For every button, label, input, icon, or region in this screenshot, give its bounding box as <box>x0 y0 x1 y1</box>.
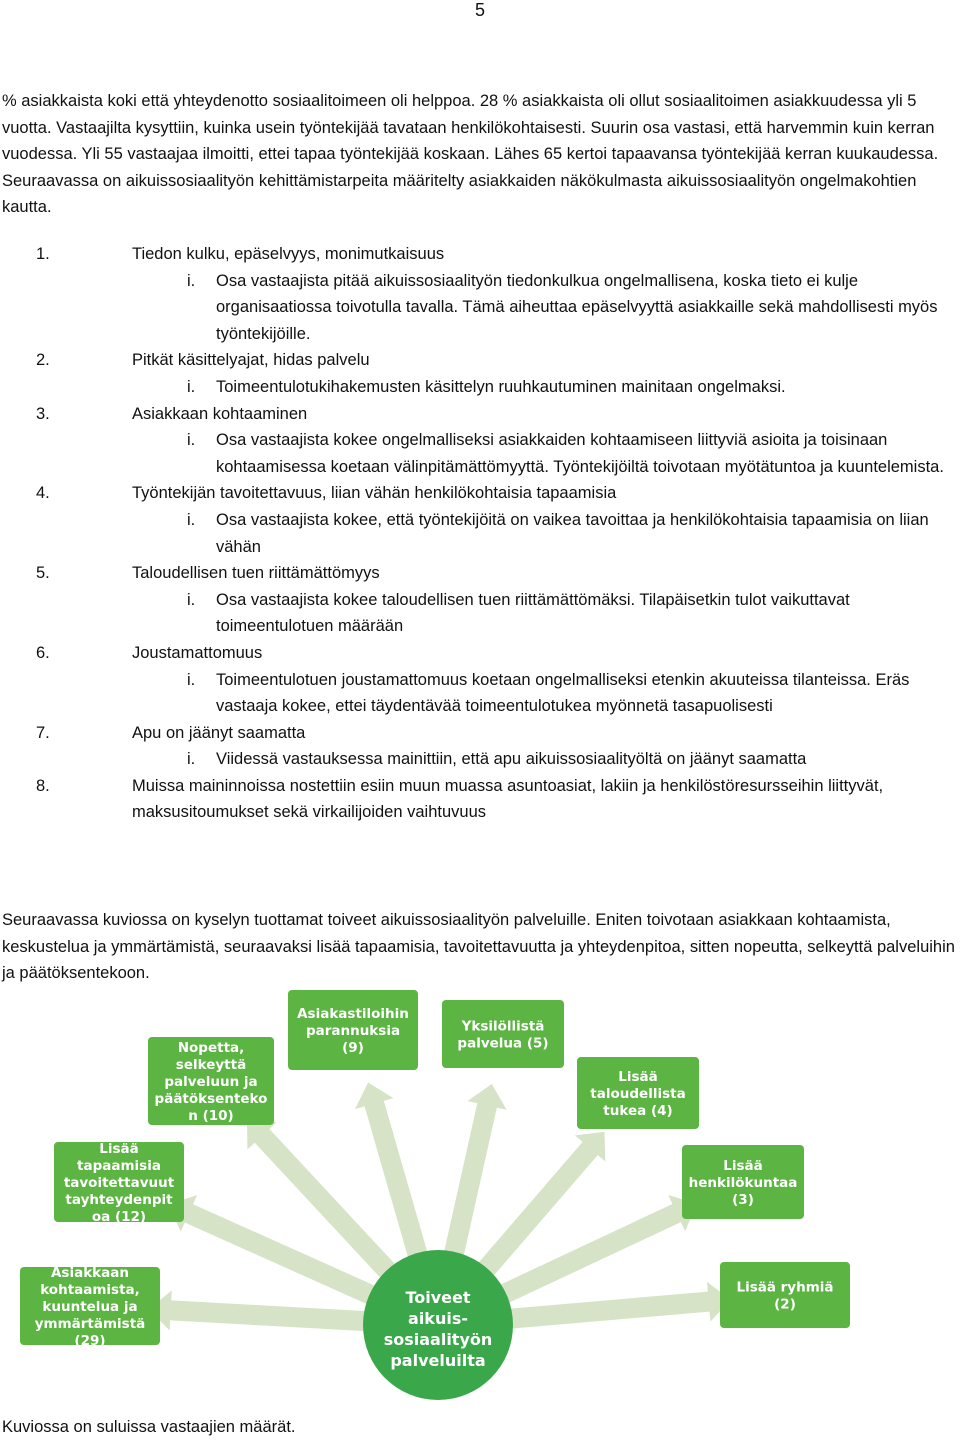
item-title: Asiakkaan kohtaaminen <box>132 404 308 423</box>
wish-box-label: kuuntelua ja <box>42 1299 138 1315</box>
wish-box-label: selkeyttä <box>175 1057 247 1073</box>
wish-box-label: palvelua (5) <box>457 1035 549 1052</box>
wish-box-label: Lisää <box>99 1141 139 1157</box>
center-label: aikuis- <box>408 1309 468 1328</box>
item-title: Tiedon kulku, epäselvyys, monimutkaisuus <box>132 245 445 263</box>
wish-box-label: Lisää ryhmiä <box>736 1279 834 1296</box>
list-item <box>0 560 960 640</box>
arrow-7 <box>507 1282 731 1329</box>
sub-text: Osa vastaajista kokee, että työntekijöitä on vaikea tavoittaa ja henkilökohtaisia tapaamisia on liian vähän <box>216 510 929 556</box>
arrow-1 <box>169 1195 378 1305</box>
sub-text: Osa vastaajista kokee taloudellisen tuen riittämättömäksi. Tilapäisetkin tulot vaikuttavat toimeentulotuen määrään <box>216 590 850 636</box>
item-number: 5. <box>36 564 50 583</box>
center-label: palveluilta <box>390 1351 486 1370</box>
wish-box-label: tukea (4) <box>603 1103 673 1119</box>
wishes-diagram-svg <box>20 985 940 1410</box>
intro-paragraph: % asiakkaista koki että yhteydenotto sosiaalitoimeen oli helppoa. 28 % asiakkaista oli ollut sosiaalitoimen asiakkuudessa yli 5 vuotta. Vastaajilta kysyttiin, kuinka usein työntekijää tavataan henkilökohtaisesti. Suurin osa vastasi, että harvemmin kuin kerran vuodessa. Yli 55 vastaajaa ilmoitti, ettei tapaa työntekijää koskaan. Lähes 65 kertoi tapaavansa työntekijää kerran kuukaudessa. Seuraavassa on aikuissosiaalityön kehittämistarpeita määritelty asiakkaiden näkökulmasta aikuissosiaalityön ongelmakohtien kautta. <box>2 92 939 217</box>
list-item <box>0 241 960 347</box>
wish-box <box>577 1057 699 1129</box>
item-number: 7. <box>36 723 50 742</box>
wish-box-label: Yksilöllistä <box>461 1018 545 1035</box>
wish-box <box>54 1141 184 1225</box>
list-item <box>0 720 960 773</box>
wish-box-label: Lisää <box>618 1069 658 1085</box>
arrow-0 <box>149 1290 369 1331</box>
problem-list <box>0 241 960 822</box>
wish-box-label: parannuksia <box>305 1023 401 1039</box>
item-number: 1. <box>36 245 50 263</box>
sub-number: i. <box>187 590 196 609</box>
wish-box <box>720 1262 850 1328</box>
wishes-diagram <box>20 985 940 1410</box>
item-number: 6. <box>36 643 50 662</box>
sub-number: i. <box>187 271 196 290</box>
figure-caption: Kuviossa on suluissa vastaajien määrät. <box>2 1418 296 1436</box>
center-circle <box>363 1250 513 1400</box>
wish-box-label: Asiakkaan <box>50 1265 130 1281</box>
wish-box-label: ymmärtämistä <box>34 1316 146 1332</box>
item-title: Pitkät käsittelyajat, hidas palvelu <box>132 351 370 370</box>
arrow-4 <box>444 1084 507 1259</box>
item-title: Työntekijän tavoitettavuus, liian vähän henkilökohtaisia tapaamisia <box>132 484 617 503</box>
wish-box-label: (29) <box>74 1333 106 1349</box>
list-item <box>0 347 960 400</box>
wish-box-label: n (10) <box>188 1108 234 1124</box>
wish-box-label: henkilökuntaa <box>688 1175 798 1191</box>
item-title: Muissa maininnoissa nostettiin esiin muun muassa asuntoasiat, lakiin ja henkilöstöresursseihin liittyvät, maksusitoumukset sekä virkailijoiden vaihtuvuus <box>132 776 884 822</box>
sub-number: i. <box>187 510 196 529</box>
wish-box-label: päätöksenteko <box>154 1091 268 1107</box>
wish-box <box>288 990 418 1070</box>
item-title: Taloudellisen tuen riittämättömyys <box>132 564 380 583</box>
list-item <box>0 401 960 481</box>
wish-box-label: Lisää <box>723 1158 763 1174</box>
item-number: 4. <box>36 484 50 503</box>
wish-box <box>20 1265 160 1349</box>
wish-box-label: tayhteydenpit <box>65 1192 173 1208</box>
item-number: 8. <box>36 776 50 795</box>
item-number: 2. <box>36 351 50 370</box>
sub-text: Toimeentulotukihakemusten käsittelyn ruuhkautuminen mainitaan ongelmaksi. <box>216 377 786 396</box>
wish-box-label: tapaamisia <box>77 1158 161 1174</box>
sub-number: i. <box>187 377 196 396</box>
sub-number: i. <box>187 670 196 689</box>
figure-intro-paragraph: Seuraavassa kuviossa on kyselyn tuottamat toiveet aikuissosiaalityön palveluille. Eniten toivotaan asiakkaan kohtaamista, keskustelua ja ymmärtämistä, seuraavaksi lisää tapaamisia, tavoitettavuutta ja yhteydenpitoa, sitten nopeutta, selkeyttä palveluihin ja päätöksentekoon. <box>2 911 955 983</box>
center-label: Toiveet <box>405 1288 471 1307</box>
wish-box-label: oa (12) <box>91 1209 147 1225</box>
wish-box <box>682 1145 804 1219</box>
wish-box <box>442 1000 564 1068</box>
item-title: Joustamattomuus <box>132 643 263 662</box>
wish-box-label: palveluun ja <box>164 1074 258 1090</box>
list-item <box>0 640 960 720</box>
wish-box-label: Nopetta, <box>177 1040 245 1056</box>
wish-box-label: (2) <box>774 1296 796 1313</box>
sub-text: Viidessä vastauksessa mainittiin, että apu aikuissosiaalityöltä on jäänyt saamatta <box>216 750 807 769</box>
page-number: 5 <box>474 0 485 20</box>
wish-box-label: (9) <box>342 1040 364 1056</box>
item-title: Apu on jäänyt saamatta <box>132 723 306 742</box>
wish-box-label: tavoitettavuut <box>63 1175 175 1191</box>
list-item <box>0 480 960 560</box>
wish-box-label: Asiakastiloihin <box>297 1006 409 1022</box>
wish-box-label: (3) <box>732 1192 754 1208</box>
sub-text: Osa vastaajista pitää aikuissosiaalityön tiedonkulkua ongelmallisena, koska tieto ei kulje organisaatiossa toivotulla tavalla. Tämä aiheuttaa epäselvyyttä asiakkaille sekä mahdollisesti myös työntekijöille. <box>216 271 938 343</box>
sub-number: i. <box>187 431 196 450</box>
item-number: 3. <box>36 404 50 423</box>
wish-box-label: kohtaamista, <box>40 1282 140 1298</box>
center-label: sosiaalityön <box>383 1330 493 1349</box>
sub-text: Toimeentulotuen joustamattomuus koetaan ongelmalliseksi etenkin akuuteissa tilanteissa. Eräs vastaaja kokee, ettei täydentävää toimeentulotukea myönnetä tasapuolisesti <box>216 670 910 716</box>
sub-number: i. <box>187 750 196 769</box>
wish-box <box>148 1037 274 1125</box>
wish-box-label: taloudellista <box>590 1086 686 1102</box>
list-item <box>0 773 960 822</box>
sub-text: Osa vastaajista kokee ongelmalliseksi asiakkaiden kohtaamiseen liittyviä asioita ja toisinaan kohtaamisessa koetaan välinpitämättömyyttä. Työntekijöiltä toivotaan myötätuntoa ja kuuntelemista. <box>216 431 944 476</box>
